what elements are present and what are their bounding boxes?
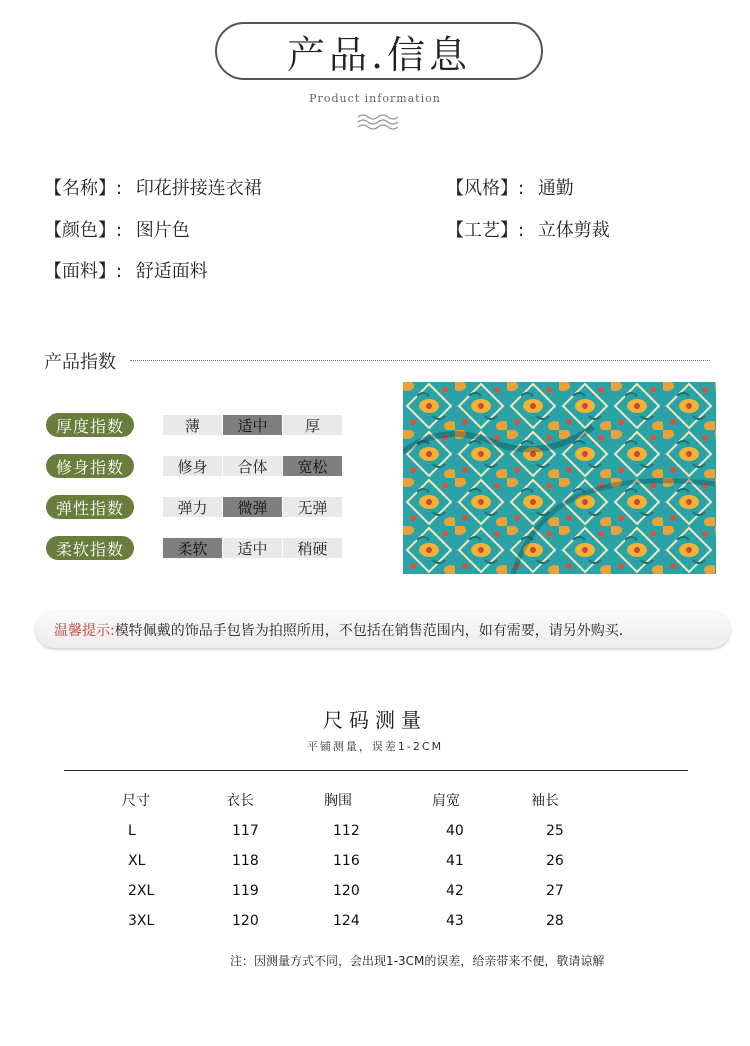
index-scale-softness [163, 538, 343, 558]
table-cell: 26 [546, 853, 564, 869]
scale-option: 薄 [163, 415, 222, 435]
index-badge-fit: 修身指数 [46, 454, 134, 478]
scale-option-selected: 适中 [223, 415, 282, 435]
info-fabric-value: 舒适面料 [135, 261, 208, 282]
index-scale-thickness [163, 415, 343, 435]
size-header-shoulder: 肩宽 [432, 793, 460, 809]
info-color-value: 图片色 [135, 220, 190, 241]
info-color [44, 216, 190, 242]
info-style-label: 【风格】: [446, 178, 525, 199]
info-name [44, 174, 262, 200]
table-cell: 40 [446, 823, 464, 839]
info-style-value: 通勤 [537, 178, 574, 199]
size-header-bust: 胸围 [324, 793, 352, 809]
index-scale-elasticity [163, 497, 343, 517]
size-table-rule [64, 770, 688, 771]
fabric-pattern-image [403, 382, 716, 574]
info-color-label: 【颜色】: [44, 220, 123, 241]
table-cell: XL [128, 853, 146, 869]
wave-decoration-icon [356, 112, 402, 132]
info-craft-label: 【工艺】: [446, 220, 525, 241]
table-cell: 119 [232, 883, 259, 899]
tip-text: 模特佩戴的饰品手包皆为拍照所用，不包括在销售范围内，如有需要，请另外购买. [114, 623, 624, 639]
table-cell: 117 [232, 823, 259, 839]
scale-option-selected: 微弹 [223, 497, 282, 517]
page-title: 产品.信息 [215, 22, 543, 80]
scale-option: 适中 [223, 538, 282, 558]
section-divider [130, 360, 710, 361]
info-fabric [44, 257, 208, 283]
index-scale-fit [163, 456, 343, 476]
tip-label: 温馨提示: [54, 623, 115, 639]
table-cell: 3XL [128, 913, 155, 929]
table-cell: 28 [546, 913, 564, 929]
table-cell: 124 [333, 913, 360, 929]
index-badge-softness: 柔软指数 [46, 536, 134, 560]
info-craft-value: 立体剪裁 [537, 220, 610, 241]
table-cell: 43 [446, 913, 464, 929]
size-section-title: 尺码测量 [323, 708, 427, 732]
scale-option: 无弹 [283, 497, 342, 517]
table-cell: 116 [333, 853, 360, 869]
table-cell: 27 [546, 883, 564, 899]
index-section-title: 产品指数 [44, 352, 116, 373]
index-badge-elasticity: 弹性指数 [46, 495, 134, 519]
size-header-sleeve: 袖长 [531, 793, 559, 809]
scale-option: 稍硬 [283, 538, 342, 558]
info-fabric-label: 【面料】: [44, 261, 123, 282]
table-cell: 2XL [128, 883, 155, 899]
info-craft [446, 216, 610, 242]
info-name-label: 【名称】: [44, 178, 123, 199]
scale-option-selected: 柔软 [163, 538, 222, 558]
page-subtitle: Product information [309, 92, 441, 105]
scale-option: 弹力 [163, 497, 222, 517]
size-section-subtitle: 平铺测量，误差1-2CM [306, 740, 444, 753]
size-header-length: 衣长 [226, 793, 254, 809]
table-cell: L [128, 823, 136, 839]
table-cell: 120 [333, 883, 360, 899]
size-note: 注：因测量方式不同，会出现1-3CM的误差，给亲带来不便，敬请谅解 [230, 954, 605, 968]
table-cell: 120 [232, 913, 259, 929]
table-cell: 25 [546, 823, 564, 839]
table-cell: 41 [446, 853, 464, 869]
scale-option: 合体 [223, 456, 282, 476]
info-style [446, 174, 574, 200]
scale-option-selected: 宽松 [283, 456, 342, 476]
index-badge-thickness: 厚度指数 [46, 413, 134, 437]
table-cell: 118 [232, 853, 259, 869]
scale-option: 厚 [283, 415, 342, 435]
size-header-size: 尺寸 [122, 793, 150, 809]
scale-option: 修身 [163, 456, 222, 476]
info-name-value: 印花拼接连衣裙 [135, 178, 262, 199]
tip-banner [36, 612, 730, 648]
table-cell: 112 [333, 823, 360, 839]
table-cell: 42 [446, 883, 464, 899]
